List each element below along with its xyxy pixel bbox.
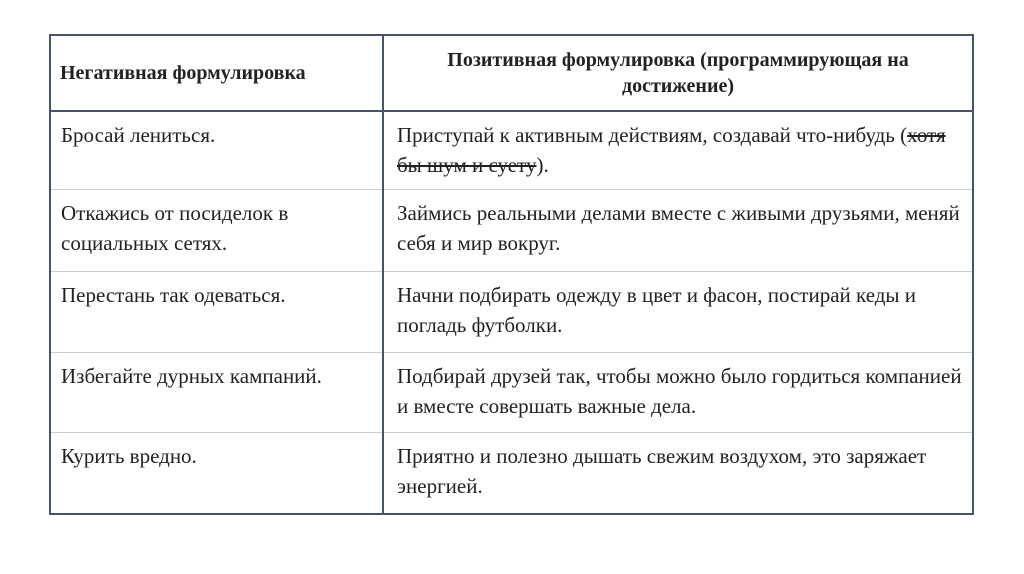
positive-cell: Начни подбирать одежду в цвет и фасон, постирай кеды и погладь футболки.: [383, 271, 972, 352]
table-header-row: [51, 36, 972, 111]
negative-cell: Откажись от посиделок в социальных сетях.: [51, 189, 383, 271]
positive-text: Приступай к активным действиям, создавай что-нибудь (: [397, 123, 908, 147]
table-row: [51, 352, 972, 432]
positive-cell: Займись реальными делами вместе с живыми друзьями, меняй себя и мир вокруг.: [383, 189, 972, 271]
positive-text-end: ).: [536, 153, 549, 177]
formulation-table: [51, 36, 972, 514]
positive-cell: Приятно и полезно дышать свежим воздухом, это заряжает энергией.: [383, 432, 972, 514]
negative-cell: Бросай лениться.: [51, 111, 383, 189]
table-row: [51, 432, 972, 514]
positive-cell: Подбирай друзей так, чтобы можно было гордиться компанией и вместе совершать важные дела.: [383, 352, 972, 432]
formulation-table-container: [49, 34, 974, 515]
table-row: [51, 271, 972, 352]
header-negative: Негативная формулировка: [51, 36, 383, 111]
table-row: [51, 111, 972, 189]
negative-cell: Курить вредно.: [51, 432, 383, 514]
negative-cell: Избегайте дурных кампаний.: [51, 352, 383, 432]
positive-cell: [383, 111, 972, 189]
header-positive: Позитивная формулировка (программирующая на достижение): [383, 36, 972, 111]
table-row: [51, 189, 972, 271]
negative-cell: Перестань так одеваться.: [51, 271, 383, 352]
strikethrough-text: хотя бы шум и суету: [397, 123, 946, 177]
